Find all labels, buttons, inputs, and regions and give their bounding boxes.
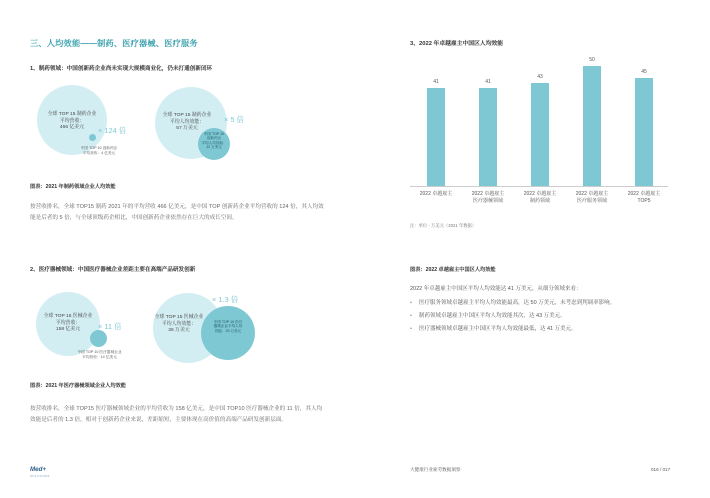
category-label	[463, 191, 513, 204]
label-line: 效能：29 万美元	[214, 328, 242, 333]
pharma-paragraph: 按营收排名，全球 TOP15 制药 2021 年的平均营收 466 亿美元，是中国 TOP 创新药企业平均营收的 124 倍，其人均效能是后者的 5 倍，与全球顶级药企相比，中国创新药企业依然存在巨大的成长空间。	[30, 204, 324, 221]
bullet-item: • 医疗服务领域卓越雇主平均人均效能最高，达 50 万美元，未考虑到判调率影响。	[410, 297, 680, 310]
pharma-subtitle: 1、制药领域：中国创新药企业尚未实现大规模商业化，仍未打通创新闭环	[30, 66, 213, 72]
right-bullet-list	[410, 297, 680, 336]
category-label-line: 医疗器械领域	[472, 197, 503, 204]
brand-logo: Med+	[30, 466, 46, 473]
page-number: 016 / 017	[651, 467, 671, 472]
label-line: 平均人均效能：	[169, 119, 205, 125]
label-line: 平均人均效能：	[161, 321, 197, 327]
label-line: 全球 TOP 15 制药企业	[162, 113, 212, 118]
category-label	[619, 191, 669, 204]
label-line: 器械企业平均人均	[213, 324, 243, 329]
device-efficiency-multiple: × 1.3 倍	[212, 295, 239, 304]
label-line: 57 万美元	[176, 126, 198, 132]
bullet-item: • 医疗器械领域卓越雇主中国区平均人均效能最低，达 41 万美元。	[410, 323, 680, 336]
category-label-line: 2022 卓越雇主	[627, 191, 661, 197]
note-line: 平均营收：4 亿美元	[82, 150, 116, 155]
label-line: 全球 TOP 15 制药企业	[47, 112, 97, 117]
device-subtitle: 2、医疗器械领域：中国医疗器械企业差距主要在高端产品研发创新	[30, 267, 196, 273]
chart-bar	[531, 83, 549, 186]
bullet-item: • 制药领域卓越雇主中国区平均人均效能其次，达 43 万美元。	[410, 310, 680, 323]
china-pharma-revenue-circle	[89, 134, 96, 141]
bar-value-label: 43	[537, 73, 543, 80]
category-label-line: 2022 卓越雇主	[575, 191, 609, 197]
label-line: 36 万美元	[168, 328, 190, 334]
note-line: 中国 TOP 10 创新药企	[80, 146, 118, 150]
chart-x-axis	[410, 186, 668, 187]
note-line: 平均营收：14 亿美元	[82, 354, 117, 359]
section-title: 三、人均效能——制药、医疗器械、医疗服务	[30, 39, 198, 48]
category-label-line: 2022 卓越雇主	[471, 191, 505, 197]
label-line: 平均营收：	[59, 118, 85, 124]
label-line: 12 万美元	[206, 145, 222, 150]
label-line: 466 亿美元	[59, 125, 85, 131]
label-line: 全球 TOP 15 医械企业	[43, 314, 93, 319]
bar-value-label: 41	[485, 78, 491, 85]
note-line: 中国 TOP 10 医疗器械企业	[77, 350, 122, 354]
label-line: 创新药企	[206, 136, 222, 141]
category-label-line: 2022 卓越雇主	[419, 191, 453, 197]
device-paragraph: 按营收排名，全球 TOP15 医疗器械领域企业的平均营收为 158 亿美元，是中国 TOP10 医疗器械企业的 11 倍，其人均效能是后者的 1.3 倍，相对于创新药企业来说，差距缩短，主要体现在高价值的高端产品研发创新层面。	[30, 406, 323, 423]
category-label	[567, 191, 617, 204]
bar-value-label: 50	[589, 57, 595, 63]
label-line: 158 亿美元	[55, 327, 81, 333]
pharma-revenue-multiple: × 124 倍	[98, 126, 127, 135]
label-line: 全球 TOP 15 医械企业	[154, 315, 204, 320]
device-caption: 图表：2021 年医疗器械领域企业人均效能	[30, 383, 126, 389]
global-device-revenue-label	[36, 314, 100, 334]
global-pharma-revenue-label	[37, 112, 107, 132]
china-pharma-revenue-note	[69, 146, 129, 155]
label-line: 平均人均效能：	[201, 140, 227, 145]
pharma-efficiency-multiple: × 5 倍	[224, 115, 244, 124]
category-label-line: 制药领域	[529, 197, 550, 204]
chart-bar	[583, 66, 601, 186]
chart-title: 3、2022 年卓越雇主中国区人均效能	[410, 41, 504, 47]
category-label	[515, 191, 565, 204]
bar-value-label: 41	[433, 78, 439, 85]
global-device-efficiency-label	[151, 315, 207, 335]
brand-logo-sub: SOLUTIONS	[30, 474, 50, 478]
chart-bar	[427, 88, 445, 186]
report-title: 大健康行业雇劳数据洞察	[410, 467, 461, 472]
category-label-line: TOP5	[637, 197, 651, 204]
bar-value-label: 45	[641, 69, 647, 75]
chart-note: 注：单位 - 万美元（2021 年数据）	[410, 223, 477, 228]
china-pharma-efficiency-label	[198, 132, 230, 150]
chart-bar	[479, 88, 497, 186]
right-summary: 2022 年卓越雇主中国区平均人均效能达 41 万美元，从细分领域来看：	[410, 286, 582, 292]
category-label	[411, 191, 461, 198]
chart-caption: 图表：2022 卓越雇主中国区人均效能	[410, 267, 496, 273]
china-device-efficiency-label	[201, 320, 255, 333]
label-line: 中国 TOP 10	[203, 132, 225, 136]
category-label-line: 医疗服务领域	[576, 197, 607, 204]
global-pharma-efficiency-label	[155, 113, 219, 133]
label-line: 平均营收：	[55, 320, 81, 326]
chart-bar	[635, 78, 653, 186]
china-device-revenue-note	[62, 350, 137, 359]
pharma-caption: 图表：2021 年制药领域企业人均效能	[30, 184, 116, 190]
device-revenue-multiple: × 11 倍	[98, 322, 122, 331]
category-label-line: 2022 卓越雇主	[523, 191, 557, 197]
label-line: 中国 TOP 10 医疗	[213, 320, 243, 324]
